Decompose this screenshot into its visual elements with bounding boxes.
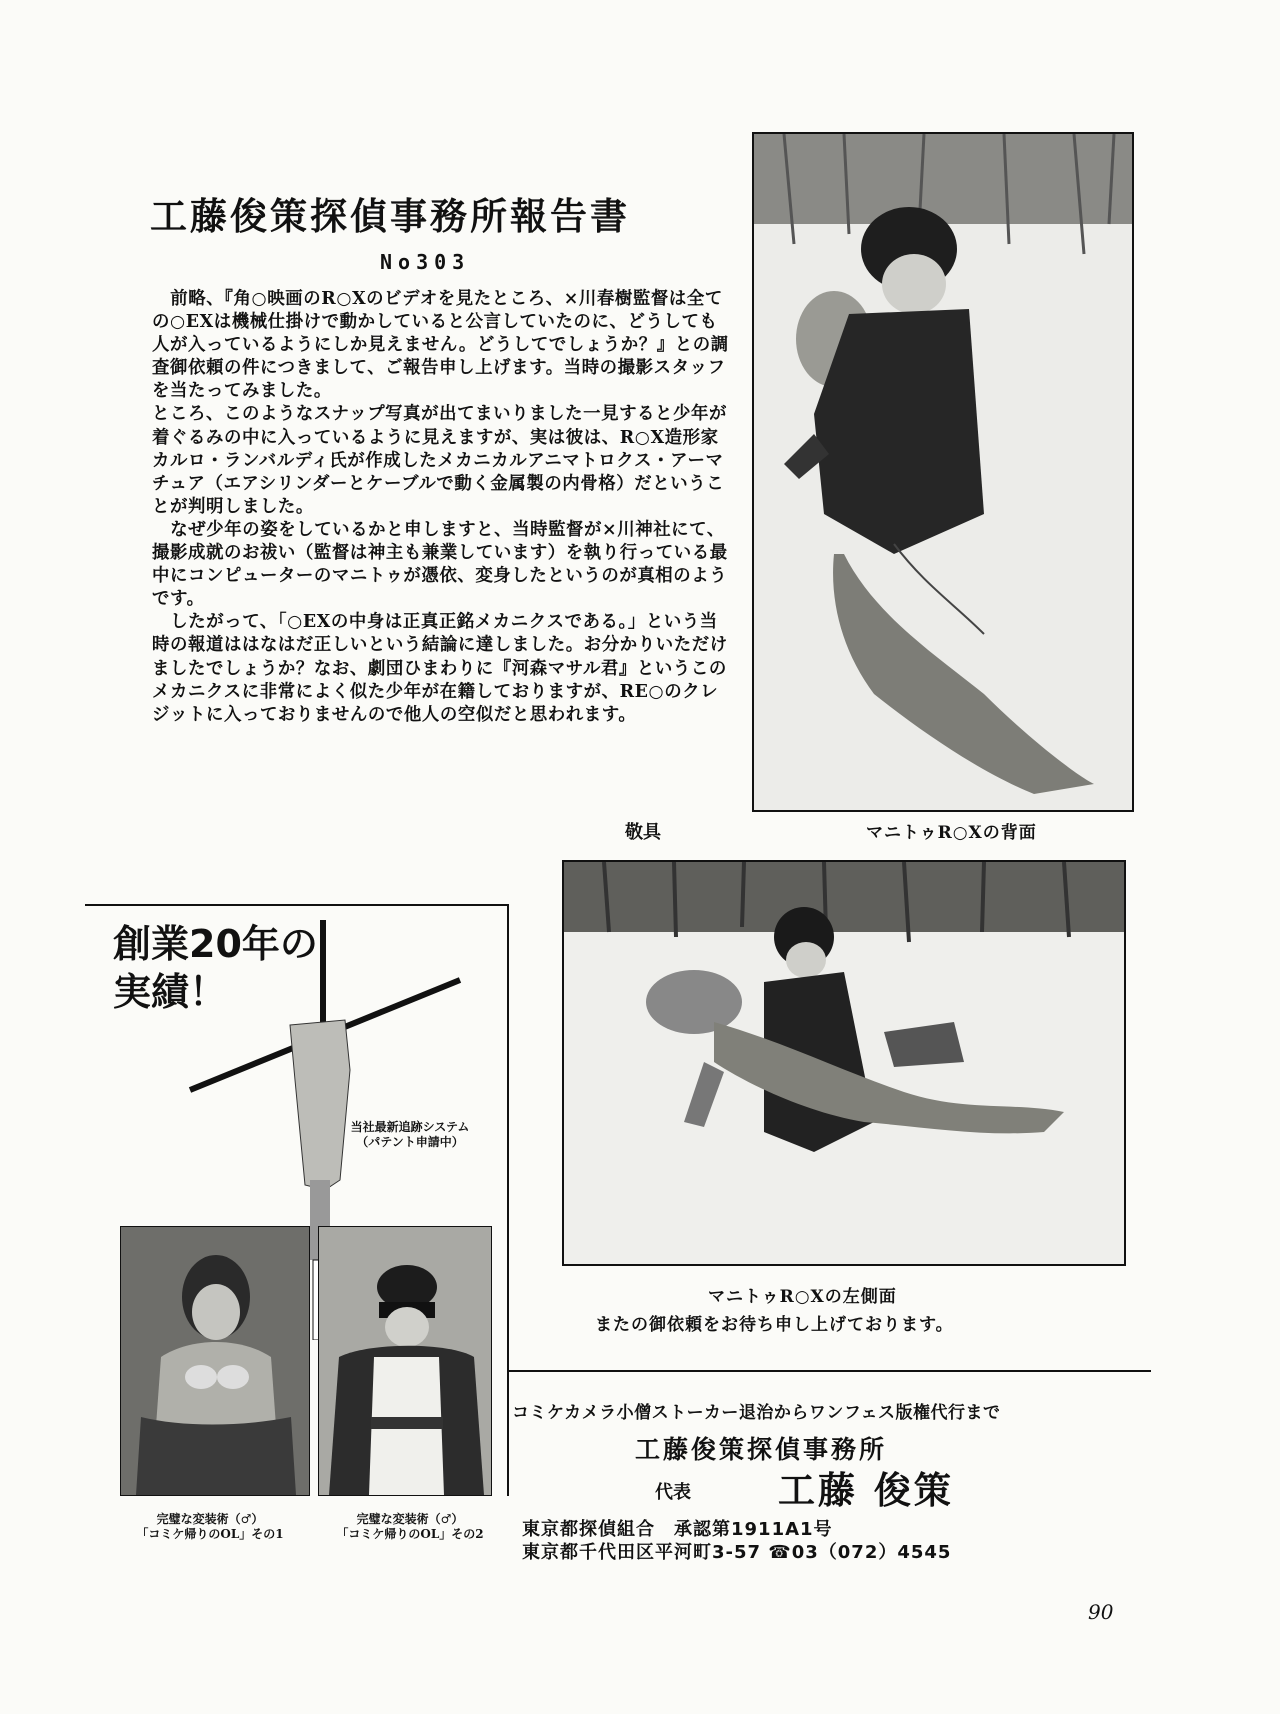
disguise-1-line2: 「コミケ帰りのOL」その1 <box>136 1527 284 1541</box>
report-paragraph: なぜ少年の姿をしているかと申しますと、当時監督が×川神社にて、撮影成就のお祓い（監督は神主も兼業しています）を執り行っている最中にコンピューターのマニトゥが憑依、変身したというのが真相のようです。 <box>152 519 728 610</box>
caption-back-view: マニトゥR○Xの背面 <box>866 823 1037 843</box>
closing-word: 敬具 <box>625 822 661 843</box>
tracking-caption-line1: 当社最新追跡システム <box>350 1120 470 1134</box>
footer-divider <box>507 1370 1151 1372</box>
caption-side-view: マニトゥR○Xの左側面 <box>708 1287 897 1307</box>
photo-back-view <box>752 132 1134 812</box>
report-paragraph: したがって、「○EXの中身は正真正銘メカニクスである。」という当時の報道ははなはだ正しいという結論に達しました。お分かりいただけましたでしょうか？なお、劇団ひまわりに『河森マサル君』というこのメカニクスに非常によく似た少年が在籍しておりますが、RE○のクレジットに入っておりませんので他人の空似だと思われます。 <box>152 612 728 725</box>
disguise-2-caption <box>310 1512 510 1542</box>
ad-headline-line1: 創業20年の <box>113 922 318 966</box>
photo-side-view <box>562 860 1126 1266</box>
photo-disguise-1 <box>120 1226 310 1496</box>
license-number: 東京都探偵組合 承認第1911A1号 <box>522 1519 833 1540</box>
disguise-1-line1: 完璧な変装術（♂） <box>156 1512 264 1526</box>
tracking-caption-line2: （パテント申請中） <box>356 1135 464 1149</box>
request-note: またの御依頼をお待ち申し上げております。 <box>595 1315 954 1335</box>
report-paragraph: 前略、『角○映画のR○Xのビデオを見たところ、×川春樹監督は全ての○EXは機械仕掛けで動かしていると公言していたのに、どうしても人が入っているようにしか見えません。どうしてでしょうか？』との調査御依頼の件につきまして、ご報告申し上げます。当時の撮影スタッフを当たってみました。 <box>152 289 729 402</box>
report-paragraph: ところ、このようなスナップ写真が出てまいりました一見すると少年が着ぐるみの中に入っているように見えますが、実は彼は、R○X造形家カルロ・ランバルディ氏が作成したメカニカルアニマトロクス・アーマチュア（エアシリンダーとケーブルで動く金属製の内骨格）だということが判明しました。 <box>152 404 728 517</box>
page-number: 90 <box>1088 1600 1114 1624</box>
report-body <box>152 288 732 727</box>
disguise-2-line1: 完璧な変装術（♂） <box>356 1512 464 1526</box>
disguise-1-caption <box>110 1512 310 1542</box>
report-number: No303 <box>380 250 471 274</box>
representative-name: 工藤 俊策 <box>778 1469 954 1512</box>
tracking-caption <box>335 1120 485 1150</box>
office-address: 東京都千代田区平河町3-57 ☎03（072）4545 <box>522 1542 952 1563</box>
photo-disguise-2 <box>318 1226 492 1496</box>
report-title: 工藤俊策探偵事務所報告書 <box>150 195 630 238</box>
representative-label: 代表 <box>655 1482 691 1503</box>
office-name: 工藤俊策探偵事務所 <box>635 1435 888 1464</box>
office-tagline: コミケカメラ小僧ストーカー退治からワンフェス版権代行まで <box>512 1403 1001 1423</box>
ad-headline-line2: 実績！ <box>113 970 228 1014</box>
disguise-2-line2: 「コミケ帰りのOL」その2 <box>336 1527 484 1541</box>
